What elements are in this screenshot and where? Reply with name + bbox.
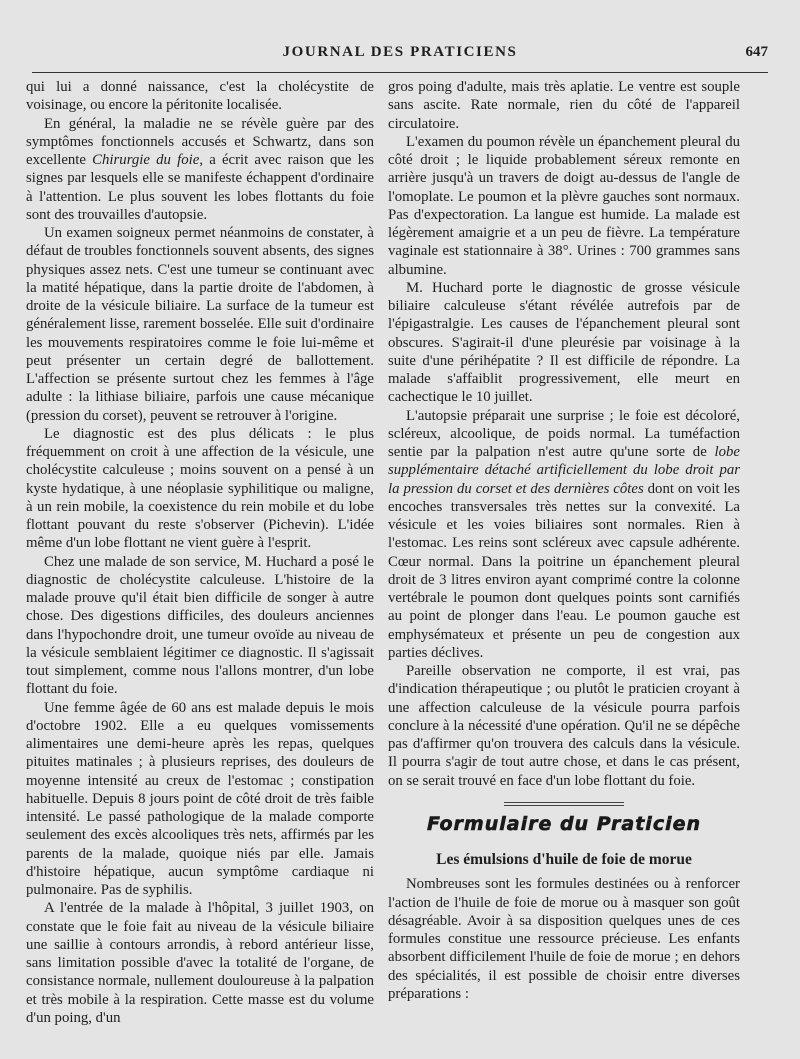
paragraph: gros poing d'adulte, mais très aplatie. Le ventre est souple sans ascite. Rate normale, rien du côté de l'appareil circulatoire. <box>388 79 740 132</box>
paragraph: Nombreuses sont les formules destinées ou à renforcer l'action de l'huile de foie de morue ou à masquer son goût désagréable. Avoir à sa disposition quelques unes de ces formules constitue une ressource précieuse. Les enfants absorbent difficilement l'huile de foie de morue ; en dehors des spécialités, il est possible de choisir entre diverses préparations : <box>388 876 740 1002</box>
text-run: dont on voit les encoches transversales très nettes sur la convexité. La vésicule et les voies biliaires sont normales. Rien à l'estomac. Les reins sont scléreux avec capsule adhérente. Cœur normal. Dans la poitrine un épanchement pleural droit de 3 litres environ ayant comprimé contre la colonne vertébrale le poumon dont quelques points sont carnifiés au point de plonger dans l'eau. Le poumon gauche est emphysémateux et présente un peu de congestion aux parties déclives. <box>388 480 740 661</box>
paragraph <box>26 115 374 225</box>
emphasis: lobe supplémentaire détaché artificiellement du lobe droit par la pression du corset et des dernières côtes <box>388 444 740 497</box>
paragraph: Une femme âgée de 60 ans est malade depuis le mois d'octobre 1902. Elle a eu quelques vomissements alimentaires une demi-heure après les repas, quelques pituites matinales ; à plusieurs reprises, des douleurs de moyenne intensité au creux de l'estomac ; constipation habituelle. Depuis 8 jours point de côté droit de très faible intensité. Le passé pathologique de la malade comporte seulement des excès alcooliques très nets, affirmés par les parents de la malade, quoique niés par elle. Jamais d'histoire hépatique, aucun symptôme cardiaque ni pulmonaire. Pas de syphilis. <box>26 699 374 898</box>
paragraph: Pareille observation ne comporte, il est vrai, pas d'indication thérapeutique ; ou plutôt le praticien croyant à une affection calculeuse de la vésicule pourra parfois conclure à la nécessité d'une opération. Qu'il ne se dépêche pas d'affirmer qu'on trouvera des calculs dans la vésicule. Il pourra s'agir de tout autre chose, et dans le cas présent, on se serait trouvé en face d'un lobe flottant du foie. <box>388 663 740 789</box>
paragraph: qui lui a donné naissance, c'est la cholécystite de voisinage, ou encore la péritonite localisée. <box>26 79 374 114</box>
rubric-title: Formulaire du Praticien <box>426 812 702 835</box>
paragraph: A l'entrée de la malade à l'hôpital, 3 juillet 1903, on constate que le foie fait au niveau de la vésicule biliaire une saillie à contours arrondis, à rebord antérieur lisse, sans limitation possible d'avec la totalité de l'organe, de consistance normale, nullement douloureuse à la palpation et très mobile à la respiration. Cette masse est du volume d'un poing, d'un <box>26 900 374 1026</box>
running-header <box>32 44 768 68</box>
paragraph <box>388 407 740 663</box>
section-heading: Les émulsions d'huile de foie de morue <box>436 851 692 868</box>
paragraph: Un examen soigneux permet néanmoins de constater, à défaut de troubles fonctionnels souvent absents, des signes physiques assez nets. C'est une tumeur se continuant avec la matité hépatique, dans la partie droite de l'abdomen, à droite de la vésicule biliaire. La surface de la tumeur est généralement lisse, rarement bosselée. Elle suit d'ordinaire les mouvements respiratoires comme le foie lui-même et peut présenter un certain degré de ballottement. L'affection se présente surtout chez les femmes à l'âge adulte : la lithiase biliaire, parfois une cause mécanique (pression du corset), peuvent se retrouver à l'origine. <box>26 225 374 424</box>
paragraph: Le diagnostic est des plus délicats : le plus fréquemment on croit à une affection de la vésicule, une cholécystite calculeuse ; moins souvent on a pensé à un kyste hydatique, à une néoplasie syphilitique ou maligne, à un rein mobile, la coexistence du rein mobile et du lobe flottant pouvant du reste s'observer (Pichevin). L'idée même d'un lobe flottant ne vient guère à l'esprit. <box>26 425 374 552</box>
page-number: 647 <box>745 44 768 60</box>
journal-title: JOURNAL DES PRATICIENS <box>282 44 518 60</box>
paragraph: Chez une malade de son service, M. Huchard a posé le diagnostic de cholécystite calculeuse. L'histoire de la malade prouve qu'il était bien difficile de songer à autre chose. Des digestions difficiles, des douleurs anciennes dans l'hypochondre droit, une tumeur ovoïde au niveau de la vésicule semblaient légitimer ce diagnostic. Il s'agissait tout simplement, comme nous l'allons montrer, d'un lobe flottant du foie. <box>26 553 374 698</box>
paragraph: L'examen du poumon révèle un épanchement pleural du côté droit ; le liquide probablement séreux remonte en arrière jusqu'à un travers de doigt au-dessus de l'angle de l'omoplate. Le poumon et la plèvre gauches sont normaux. Pas d'expectoration. La langue est humide. La malade est légèrement amaigrie et a un peu de fièvre. La température vaginale est stationnaire à 38°. Urines : 700 grammes sans albumine. <box>388 133 740 278</box>
paragraph: M. Huchard porte le diagnostic de grosse vésicule biliaire calculeuse s'étant révélée autrefois par de l'épigastralgie. Les causes de l'épanchement pleural sont obscures. S'agirait-il d'une pleurésie par voisinage à la suite d'une périhépatite ? Il est difficile de répondre. La malade s'affaiblit progressivement, elle meurt en cachectique le 10 juillet. <box>388 279 740 406</box>
text-run: , a écrit avec raison que les signes par lesquels elle se manifeste échappent d'ordinaire à l'attention. Le plus souvent les lobes flottants du foie sont des trouvailles d'autopsie. <box>26 152 375 223</box>
left-column <box>26 78 374 1027</box>
text-run: En général, la maladie ne se révèle guère par des symptômes fonctionnels accusés et Schwartz, dans son excellente <box>26 115 374 168</box>
section-divider <box>504 802 624 806</box>
book-title: Chirurgie du foie <box>92 152 200 168</box>
right-column <box>388 78 740 1003</box>
header-rule <box>32 72 768 73</box>
text-run: L'autopsie préparait une surprise ; le foie est décoloré, scléreux, alcoolique, de poids normal. La tuméfaction sentie par la palpation n'est autre qu'une sorte de <box>388 407 740 460</box>
